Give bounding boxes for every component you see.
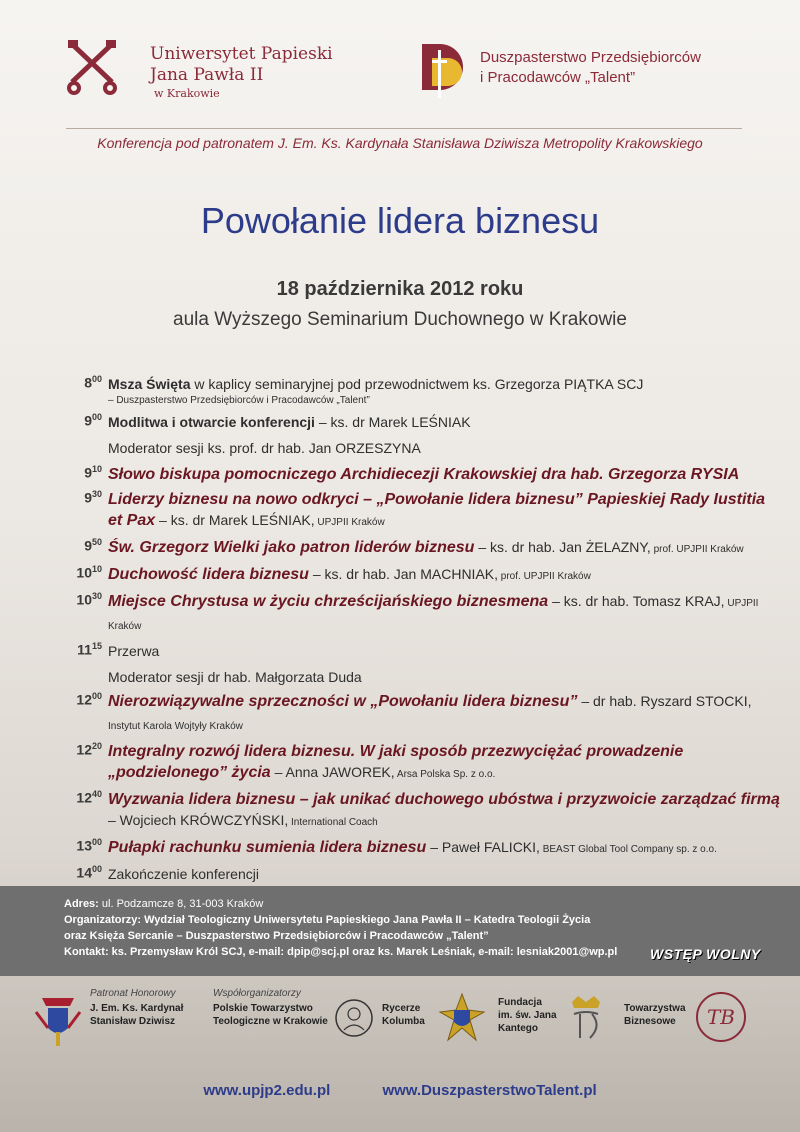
session-title: Msza Święta	[108, 376, 191, 392]
footer-urls	[0, 1082, 800, 1099]
fund-name1: Fundacja	[498, 997, 542, 1008]
session-speaker: – Anna JAWOREK,	[270, 764, 395, 780]
schedule-description	[108, 864, 780, 884]
free-entry-badge: WSTĘP WOLNY	[650, 946, 761, 962]
university-name	[150, 44, 333, 102]
schedule-description	[108, 489, 780, 533]
session-title: Św. Grzegorz Wielki jako patron liderów biznesu	[108, 539, 475, 556]
session-title: Miejsce Chrystusa w życiu chrześcijańskiego biznesmena	[108, 593, 549, 610]
talent-name	[480, 48, 701, 88]
talent-line1: Duszpasterstwo Przedsiębiorców	[480, 49, 701, 66]
schedule-description	[108, 837, 780, 860]
time-hour: 9	[84, 489, 92, 506]
organizers-label: Organizatorzy:	[64, 914, 142, 926]
university-line1: Uniwersytet Papieski	[150, 44, 333, 64]
schedule-time	[60, 564, 108, 587]
schedule-time	[60, 412, 108, 458]
university-line3: w Krakowie	[154, 87, 220, 100]
honor-name1: J. Em. Ks. Kardynał	[90, 1003, 184, 1014]
contact-label: Kontakt:	[64, 946, 109, 958]
session-title: Słowo biskupa pomocniczego Archidiecezji Krakowskiej dra hab. Grzegorza RYSIA	[108, 466, 740, 483]
knights-of-columbus-emblem-icon	[438, 992, 486, 1044]
cardinal-coat-of-arms-icon	[34, 992, 82, 1048]
time-minute: 20	[91, 741, 102, 751]
schedule-time	[60, 374, 108, 408]
fund-name3: Kantego	[498, 1023, 538, 1034]
time-hour: 12	[76, 741, 92, 758]
time-minute: 00	[91, 837, 102, 847]
co-organizer	[213, 988, 328, 1028]
honor-patron	[90, 988, 183, 1028]
session-affiliation: Instytut Karola Wojtyły Kraków	[108, 721, 243, 732]
schedule-row	[60, 789, 780, 833]
schedule-row	[60, 864, 780, 884]
talent-logo-icon	[418, 40, 468, 100]
schedule-row	[60, 537, 780, 560]
session-title: Modlitwa i otwarcie konferencji	[108, 414, 315, 430]
time-hour: 12	[76, 691, 92, 708]
theological-society-emblem-icon	[334, 996, 374, 1040]
schedule-description	[108, 741, 780, 785]
knights-name1: Rycerze	[382, 1003, 421, 1014]
patronage-line: Konferencja pod patronatem J. Em. Ks. Kardynała Stanisława Dziwisza Metropolity Krakowskiego	[97, 135, 703, 151]
kanty-foundation-monogram-icon	[562, 992, 610, 1046]
time-hour: 13	[76, 837, 92, 854]
session-title: Duchowość lidera biznesu	[108, 566, 309, 583]
schedule-row	[60, 412, 780, 458]
knights-of-columbus	[382, 1002, 425, 1028]
time-hour: 9	[84, 537, 92, 554]
session-speaker: – Paweł FALICKI,	[426, 839, 540, 855]
honor-name2: Stanisław Dziwisz	[90, 1016, 176, 1027]
kanty-foundation	[498, 996, 557, 1035]
time-minute: 40	[91, 789, 102, 799]
session-title: Integralny rozwój lidera biznesu. W jaki sposób przezwyciężać prowadzenie „podzielonego” życia	[108, 743, 684, 781]
address: ul. Podzamcze 8, 31-003 Kraków	[98, 898, 264, 910]
schedule-time	[60, 864, 108, 884]
session-affiliation: Arsa Polska Sp. z o.o.	[394, 769, 496, 780]
session-speaker: – dr hab. Ryszard STOCKI,	[577, 693, 752, 709]
schedule-description	[108, 564, 780, 587]
schedule-row	[60, 741, 780, 785]
schedule-time	[60, 691, 108, 737]
session-title: Liderzy biznesu na nowo odkryci – „Powołanie lidera biznesu” Papieskiej Rady Iustitia et Pax	[108, 491, 766, 529]
honor-heading: Patronat Honorowy	[90, 988, 176, 999]
schedule-row	[60, 374, 780, 408]
session-title: Przerwa	[108, 643, 160, 659]
schedule-time	[60, 837, 108, 860]
session-affiliation: prof. UPJPII Kraków	[650, 544, 744, 555]
schedule-row	[60, 837, 780, 860]
session-title: Zakończenie konferencji	[108, 866, 259, 882]
schedule-time	[60, 489, 108, 533]
header-divider	[66, 128, 742, 129]
tow-name1: Towarzystwa	[624, 1003, 686, 1014]
info-band	[0, 886, 800, 976]
time-hour: 10	[76, 591, 92, 608]
time-minute: 00	[91, 412, 102, 422]
session-speaker: – ks. dr hab. Jan MACHNIAK,	[308, 566, 499, 582]
time-minute: 00	[91, 864, 102, 874]
schedule-description	[108, 464, 780, 485]
session-affiliation: International Coach	[288, 817, 378, 828]
organizers: Wydział Teologiczny Uniwersytetu Papieskiego Jana Pawła II – Katedra Teologii Życia	[141, 914, 591, 926]
url-talent[interactable]: www.DuszpasterstwoTalent.pl	[382, 1082, 597, 1099]
session-affiliation: UPJPII Kraków	[108, 598, 759, 632]
talent-line2: i Pracodawców „Talent”	[480, 69, 636, 86]
schedule-row	[60, 464, 780, 485]
session-speaker: – ks. dr Marek LEŚNIAK,	[155, 512, 315, 528]
schedule-row	[60, 564, 780, 587]
knights-name2: Kolumba	[382, 1016, 425, 1027]
session-affiliation: prof. UPJPII Kraków	[498, 571, 591, 582]
time-minute: 30	[91, 591, 102, 601]
co-name2: Teologiczne w Krakowie	[213, 1016, 328, 1027]
co-name1: Polskie Towarzystwo	[213, 1003, 313, 1014]
schedule-time	[60, 641, 108, 687]
time-hour: 12	[76, 789, 92, 806]
university-line2: Jana Pawła II	[150, 65, 264, 85]
session-title: Nierozwiązywalne sprzeczności w „Powołaniu lidera biznesu”	[108, 693, 578, 710]
fund-name2: im. św. Jana	[498, 1010, 557, 1021]
schedule-description	[108, 374, 780, 408]
time-hour: 10	[76, 564, 92, 581]
co-heading: Współorganizatorzy	[213, 988, 301, 999]
session-affiliation: UPJPII Kraków	[314, 517, 385, 528]
time-minute: 00	[91, 691, 102, 701]
session-moderator: Moderator sesji dr hab. Małgorzata Duda	[108, 669, 362, 685]
business-society-monogram-icon: TB	[696, 992, 746, 1042]
schedule-description	[108, 412, 780, 458]
address-label: Adres:	[64, 898, 99, 910]
schedule-row	[60, 591, 780, 637]
url-university[interactable]: www.upjp2.edu.pl	[203, 1082, 331, 1099]
session-affiliation: BEAST Global Tool Company sp. z o.o.	[539, 844, 717, 855]
schedule-time	[60, 591, 108, 637]
time-hour: 9	[84, 464, 92, 481]
university-keys-logo-icon	[62, 38, 122, 98]
conference-venue: aula Wyższego Seminarium Duchownego w Krakowie	[173, 309, 627, 330]
schedule	[60, 370, 780, 884]
conference-title: Powołanie lidera biznesu	[200, 200, 600, 241]
schedule-row	[60, 641, 780, 687]
time-minute: 15	[91, 641, 102, 651]
session-speaker: – Wojciech KRÓWCZYŃSKI,	[108, 812, 289, 828]
session-speaker: w kaplicy seminaryjnej pod przewodnictwem ks. Grzegorza PIĄTKA SCJ	[190, 376, 644, 392]
time-minute: 00	[91, 374, 102, 384]
session-speaker: – ks. dr hab. Jan ŻELAZNY,	[474, 539, 651, 555]
contact: ks. Przemysław Król SCJ, e-mail: dpip@scj.pl oraz ks. Marek Leśniak, e-mail: lesniak2001@wp.pl	[108, 946, 618, 958]
session-note: – Duszpasterstwo Przedsiębiorców i Pracodawców „Talent”	[108, 395, 370, 406]
session-title: Pułapki rachunku sumienia lidera biznesu	[108, 839, 427, 856]
schedule-description	[108, 537, 780, 560]
tow-name2: Biznesowe	[624, 1016, 676, 1027]
schedule-description	[108, 789, 780, 833]
time-hour: 11	[77, 641, 92, 658]
business-society	[624, 1002, 686, 1028]
conference-date: 18 października 2012 roku	[276, 278, 524, 300]
session-speaker: – ks. dr Marek LEŚNIAK	[314, 414, 471, 430]
session-moderator: Moderator sesji ks. prof. dr hab. Jan ORZESZYNA	[108, 440, 421, 456]
time-minute: 30	[91, 489, 102, 499]
schedule-time	[60, 741, 108, 785]
schedule-row	[60, 691, 780, 737]
time-hour: 14	[76, 864, 92, 881]
schedule-description	[108, 641, 780, 687]
organizers-line2: oraz Księża Sercanie – Duszpasterstwo Przedsiębiorców i Pracodawców „Talent”	[64, 930, 489, 942]
time-minute: 10	[91, 464, 102, 474]
session-title: Wyzwania lidera biznesu – jak unikać duchowego ubóstwa i przyzwoicie zarządzać firmą	[108, 791, 780, 808]
schedule-time	[60, 789, 108, 833]
partners-row	[28, 988, 778, 1058]
schedule-time	[60, 464, 108, 485]
schedule-description	[108, 591, 780, 637]
schedule-row	[60, 489, 780, 533]
schedule-description	[108, 691, 780, 737]
schedule-time	[60, 537, 108, 560]
time-hour: 8	[84, 374, 92, 391]
time-minute: 50	[91, 537, 102, 547]
session-speaker: – ks. dr hab. Tomasz KRAJ,	[548, 593, 725, 609]
time-minute: 10	[91, 564, 102, 574]
time-hour: 9	[84, 412, 92, 429]
